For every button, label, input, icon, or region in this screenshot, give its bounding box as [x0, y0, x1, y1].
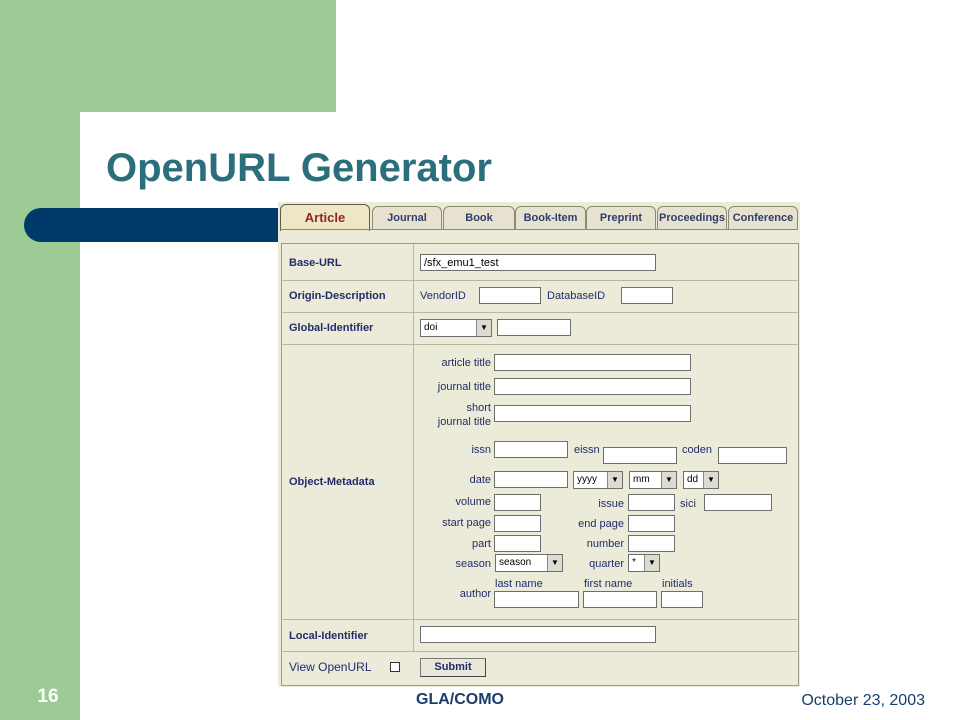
vendor-id-label: VendorID	[420, 290, 466, 302]
footer-date: October 23, 2003	[801, 692, 925, 709]
first-name-label: first name	[584, 578, 633, 590]
database-id-input[interactable]	[621, 287, 673, 304]
part-input[interactable]	[494, 535, 541, 552]
chevron-down-icon: ▼	[547, 555, 562, 571]
season-label: season	[455, 558, 491, 570]
date-month-value: mm	[633, 474, 650, 485]
date-day-select[interactable]	[683, 471, 719, 489]
sici-input[interactable]	[704, 494, 772, 511]
short-journal-title-input[interactable]	[494, 405, 691, 422]
database-id-label: DatabaseID	[547, 290, 606, 302]
short-journal-title-label-1: short	[466, 402, 491, 414]
season-value: season	[499, 557, 532, 568]
slide-green-sidebar	[0, 0, 80, 720]
label-column-divider	[413, 244, 414, 651]
chevron-down-icon: ▼	[703, 472, 718, 488]
date-input[interactable]	[494, 471, 568, 488]
tab-proceedings[interactable]: Proceedings	[657, 206, 727, 229]
start-page-input[interactable]	[494, 515, 541, 532]
journal-title-label: journal title	[437, 381, 491, 393]
local-identifier-input[interactable]	[420, 626, 656, 643]
global-id-type-value: doi	[424, 322, 438, 333]
date-year-value: yyyy	[577, 474, 597, 485]
date-day-value: dd	[687, 474, 699, 485]
global-identifier-label: Global-Identifier	[289, 322, 374, 334]
footer-organization: GLA/COMO	[416, 691, 504, 708]
global-id-type-select[interactable]	[420, 319, 492, 337]
author-first-name-input[interactable]	[583, 591, 657, 608]
chevron-down-icon: ▼	[661, 472, 676, 488]
object-metadata-label: Object-Metadata	[289, 476, 375, 488]
tab-book[interactable]: Book	[443, 206, 515, 229]
eissn-input[interactable]	[603, 447, 677, 464]
tab-journal[interactable]: Journal	[372, 206, 442, 229]
issue-label: issue	[598, 498, 624, 510]
article-title-input[interactable]	[494, 354, 691, 371]
author-last-name-input[interactable]	[494, 591, 579, 608]
tab-article[interactable]: Article	[280, 204, 370, 231]
short-journal-title-label-2: journal title	[437, 416, 491, 428]
chevron-down-icon: ▼	[476, 320, 491, 336]
tab-baseline	[280, 229, 798, 230]
global-id-input[interactable]	[497, 319, 571, 336]
submit-button[interactable]: Submit	[420, 658, 486, 677]
quarter-value: *	[632, 557, 636, 568]
quarter-select[interactable]	[628, 554, 660, 572]
sici-label: sici	[680, 498, 696, 510]
end-page-label: end page	[578, 518, 624, 530]
vendor-id-input[interactable]	[479, 287, 541, 304]
origin-description-label: Origin-Description	[289, 290, 386, 302]
eissn-label: eissn	[574, 444, 600, 456]
date-year-select[interactable]	[573, 471, 623, 489]
season-select[interactable]	[495, 554, 563, 572]
tab-preprint[interactable]: Preprint	[586, 206, 656, 229]
initials-label: initials	[662, 578, 693, 590]
slide-number: 16	[37, 686, 59, 707]
local-identifier-label: Local-Identifier	[289, 630, 368, 642]
view-openurl-checkbox[interactable]	[390, 662, 400, 672]
view-openurl-label: View OpenURL	[289, 660, 372, 674]
tab-conference[interactable]: Conference	[728, 206, 798, 229]
base-url-label: Base-URL	[289, 257, 342, 269]
article-title-label: article title	[441, 357, 491, 369]
tab-book-item[interactable]: Book-Item	[515, 206, 586, 229]
chevron-down-icon: ▼	[607, 472, 622, 488]
volume-input[interactable]	[494, 494, 541, 511]
chevron-down-icon: ▼	[644, 555, 659, 571]
coden-label: coden	[682, 444, 712, 456]
number-input[interactable]	[628, 535, 675, 552]
author-label: author	[459, 588, 491, 600]
journal-title-input[interactable]	[494, 378, 691, 395]
end-page-input[interactable]	[628, 515, 675, 532]
issn-label: issn	[471, 444, 491, 456]
base-url-input[interactable]: /sfx_emu1_test	[420, 254, 656, 271]
start-page-label: start page	[442, 517, 491, 529]
author-initials-input[interactable]	[661, 591, 703, 608]
quarter-label: quarter	[589, 558, 624, 570]
slide-navy-accent-bar	[24, 208, 280, 242]
slide-title: OpenURL Generator	[106, 146, 492, 190]
number-label: number	[586, 538, 624, 550]
date-label: date	[469, 474, 491, 486]
date-month-select[interactable]	[629, 471, 677, 489]
slide-green-header-block	[80, 0, 336, 112]
coden-input[interactable]	[718, 447, 787, 464]
last-name-label: last name	[495, 578, 543, 590]
part-label: part	[472, 538, 491, 550]
volume-label: volume	[455, 496, 491, 508]
issn-input[interactable]	[494, 441, 568, 458]
issue-input[interactable]	[628, 494, 675, 511]
